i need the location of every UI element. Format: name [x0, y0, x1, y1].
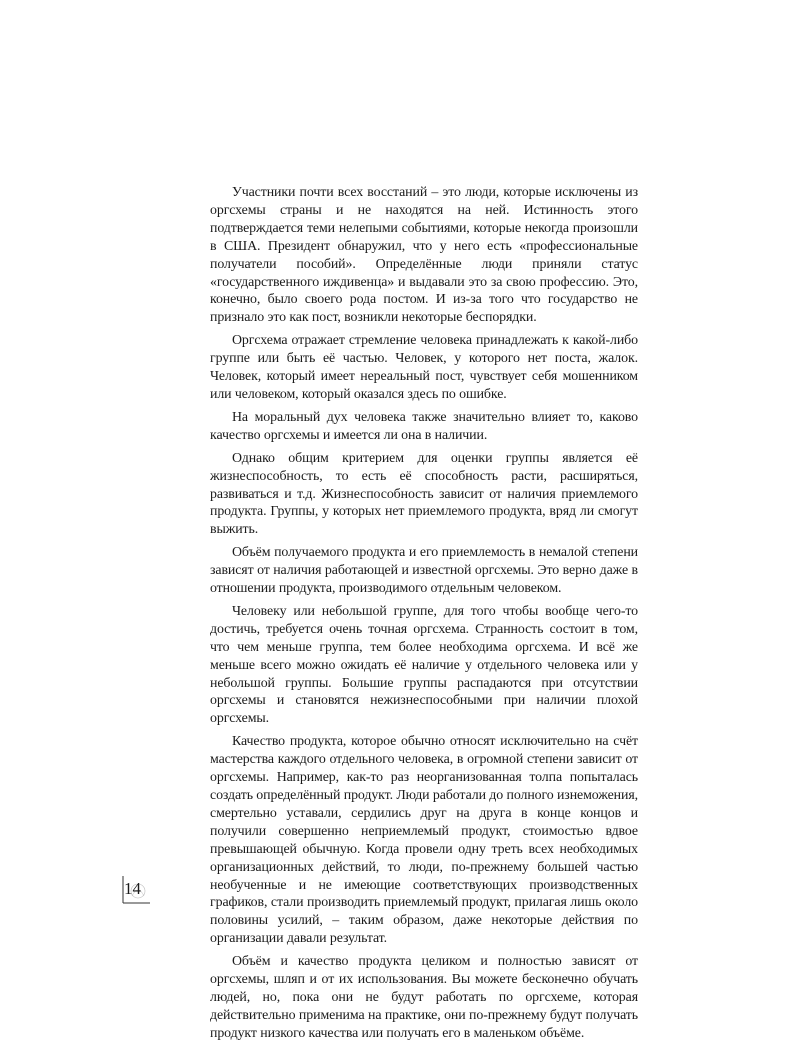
- page-number: 14: [124, 879, 141, 898]
- paragraph-8: Объём и качество продукта целиком и полностью зависят от оргсхемы, шляп и от их использования. Вы можете бесконечно обучать людей, но, пока они не будут работать по оргсхеме, которая действительно применима на практике, они по-прежнему будут получать продукт низкого качества или получать его в маленьком объёме.: [210, 954, 638, 1041]
- paragraph-1: Участники почти всех восстаний – это люди, которые исключены из оргсхемы страны и не находятся на ней. Истинность этого подтверждается теми нелепыми событиями, которые некогда произошли в США. Президент обнаружил, что у него есть «профессиональные получатели пособий». Определённые люди приняли статус «государственного иждивенца» и выдавали это за свою профессию. Это, конечно, было своего рода постом. И из-за того что государство не признало это как пост, возникли некоторые беспорядки.: [210, 185, 638, 326]
- paragraph-7: Качество продукта, которое обычно относят исключительно на счёт мастерства каждого отдельного человека, в огромной степени зависит от оргсхемы. Например, как-то раз неорганизованная толпа попыталась создать определённый продукт. Люди работали до полного изнеможения, смертельно уставали, сердились друг на друга в конце концов и получили совершенно неприемлемый продукт, стоимостью вдвое превышающей обычную. Когда провели одну треть всех необходимых организационных действий, то люди, по-прежнему большей частью необученные и не имеющие соответствующих производственных графиков, стали производить приемлемый продукт, прилагая лишь около половины усилий, – таким образом, даже некоторые действия по организации давали результат.: [210, 734, 638, 947]
- paragraph-6: Человеку или небольшой группе, для того чтобы вообще чего-то достичь, требуется очень точная оргсхема. Странность состоит в том, что чем меньше группа, тем более необходима оргсхема. И всё же меньше всего можно ожидать её наличие у отдельного человека или у небольшой группы. Большие группы распадаются при отсутствии оргсхемы и становятся нежизнеспособными при наличии плохой оргсхемы.: [210, 603, 638, 727]
- paragraph-5: Объём получаемого продукта и его приемлемость в немалой степени зависят от наличия работающей и известной оргсхемы. Это верно даже в отношении продукта, производимого отдельным человеком.: [210, 545, 638, 597]
- paragraph-4: Однако общим критерием для оценки группы является её жизнеспособность, то есть её способность расти, расширяться, развиваться и т.д. Жизнеспособность зависит от наличия приемлемого продукта. Группы, у которых нет приемлемого продукта, вряд ли смогут выжить.: [210, 450, 638, 538]
- body-text: [210, 184, 638, 1048]
- paragraph-2: Оргсхема отражает стремление человека принадлежать к какой-либо группе или быть её частью. Человек, у которого нет поста, жалок. Человек, который имеет нереальный пост, чувствует себя мошенником или человеком, который оказался здесь по ошибке.: [210, 333, 638, 402]
- page-number-box: [122, 876, 150, 904]
- paragraph-3: На моральный дух человека также значительно влияет то, каково качество оргсхемы и имеется ли она в наличии.: [210, 409, 638, 443]
